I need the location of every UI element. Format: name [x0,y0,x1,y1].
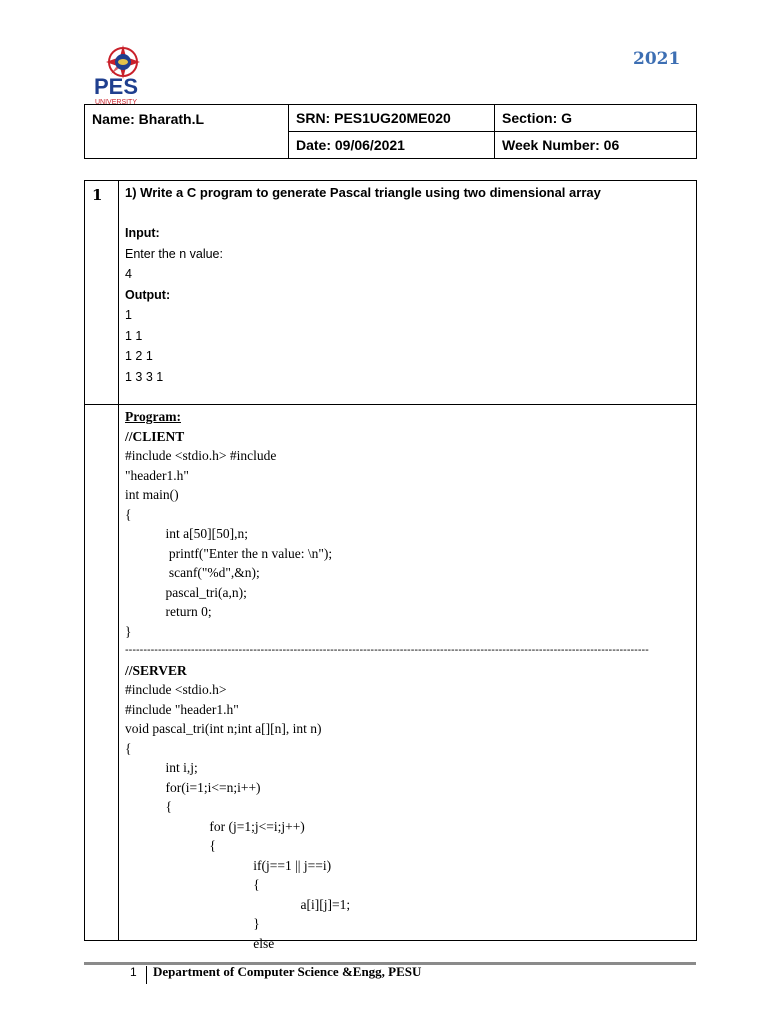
code-line: #include <stdio.h> [125,682,227,697]
code-line: return 0; [125,604,212,619]
row-divider [85,404,696,405]
output-label: Output: [125,287,171,302]
code-line: { [125,877,260,892]
code-line: for (j=1;j<=i;j++) [125,818,305,834]
footer-divider [146,966,147,984]
code-line: if(j==1 || j==i) [125,857,332,873]
date-cell: Date: 09/06/2021 [289,132,495,159]
separator-line: ----------------------------------------------------------------------------------------------------------------------------------------------- [125,644,649,656]
page-number: 1 [130,965,137,979]
server-label: //SERVER [125,662,187,678]
pes-university-logo [92,44,154,106]
program-code [125,407,690,953]
question-table [84,180,697,951]
student-info-table [84,104,697,159]
code-line: a[i][j]=1; [125,896,351,912]
code-line: scanf("%d",&n); [125,565,260,580]
input-line: Enter the n value: [125,246,223,261]
output-line: 1 2 1 [125,349,153,363]
code-line: printf("Enter the n value: \n"); [125,545,333,561]
year-label: 2021 [633,49,681,69]
code-line: else [125,935,275,951]
code-line: pascal_tri(a,n); [125,584,247,600]
column-divider [118,181,119,940]
logo-subtext: UNIVERSITY [95,99,138,106]
question-block [125,185,601,387]
code-line: for(i=1;i<=n;i++) [125,779,261,795]
code-line: { [125,506,132,522]
code-line: #include "header1.h" [125,701,239,717]
code-line: int i,j; [125,760,198,775]
question-title: 1) Write a C program to generate Pascal triangle using two dimensional array [125,185,601,200]
code-line: int a[50][50],n; [125,526,248,541]
output-line: 1 1 [125,328,143,343]
logo-text: PES [94,74,139,99]
code-line: { [125,838,216,853]
output-line: 1 [125,308,132,322]
program-heading: Program: [125,409,181,424]
code-line: { [125,740,132,756]
week-number-cell: Week Number: 06 [495,132,697,159]
code-line: #include <stdio.h> #include [125,448,277,463]
name-cell: Name: Bharath.L [85,105,289,159]
code-line: } [125,916,260,931]
question-number: 1 [92,186,103,204]
section-cell: Section: G [495,105,697,132]
code-line: "header1.h" [125,467,189,483]
client-label: //CLIENT [125,428,185,444]
input-line: 4 [125,267,132,281]
code-line: int main() [125,487,179,502]
code-line: void pascal_tri(int n;int a[][n], int n) [125,721,322,736]
department-footer: Department of Computer Science &Engg, PESU [153,964,422,979]
srn-cell: SRN: PES1UG20ME020 [289,105,495,132]
input-label: Input: [125,226,160,240]
code-line: { [125,799,172,814]
code-line: } [125,623,132,639]
output-line: 1 3 3 1 [125,369,164,384]
